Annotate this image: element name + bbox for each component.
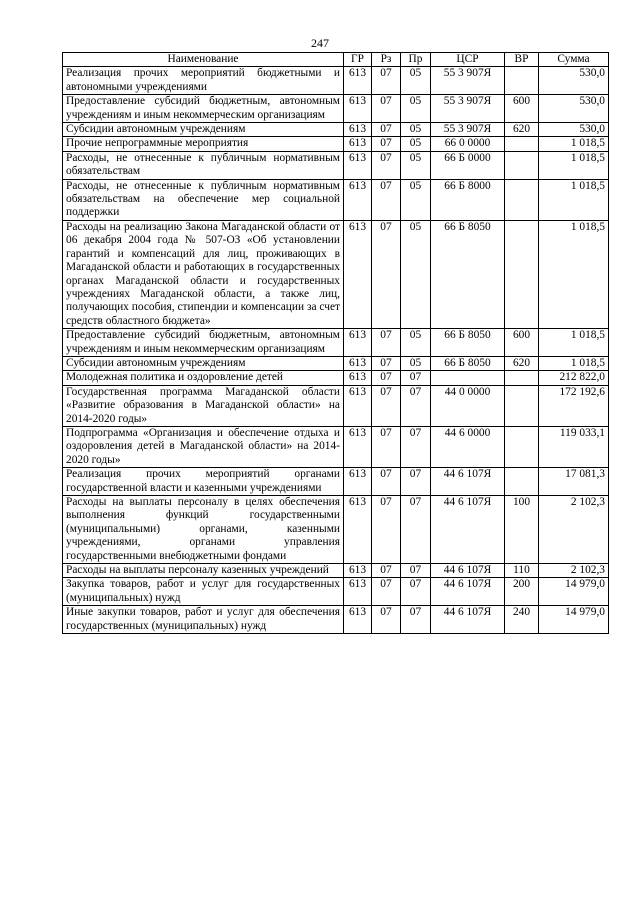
cell-pr: 05 <box>401 123 431 137</box>
cell-csr: 44 6 107Я <box>431 468 505 496</box>
cell-sum: 172 192,6 <box>539 385 609 426</box>
cell-name: Иные закупки товаров, работ и услуг для обеспечения государственных (муниципальных) нужд <box>63 606 344 634</box>
cell-vr: 100 <box>505 496 539 564</box>
cell-pr: 07 <box>401 468 431 496</box>
cell-sum: 119 033,1 <box>539 426 609 467</box>
cell-vr <box>505 179 539 220</box>
cell-vr: 600 <box>505 329 539 357</box>
cell-csr: 55 3 907Я <box>431 123 505 137</box>
cell-pr: 05 <box>401 137 431 151</box>
cell-name: Реализация прочих мероприятий бюджетными и автономными учреждениями <box>63 67 344 95</box>
cell-pr: 05 <box>401 329 431 357</box>
cell-csr: 44 6 107Я <box>431 496 505 564</box>
cell-name: Государственная программа Магаданской области «Развитие образования в Магаданской области» на 2014-2020 годы» <box>63 385 344 426</box>
cell-pr: 05 <box>401 356 431 370</box>
cell-name: Реализация прочих мероприятий органами государственной власти и казенными учреждениями <box>63 468 344 496</box>
cell-csr: 44 6 0000 <box>431 426 505 467</box>
cell-csr: 66 Б 8050 <box>431 329 505 357</box>
table-row <box>63 426 609 467</box>
cell-pr: 07 <box>401 426 431 467</box>
cell-rz: 07 <box>372 220 401 328</box>
cell-csr: 66 Б 0000 <box>431 151 505 179</box>
header-pr: Пр <box>401 53 431 67</box>
cell-csr: 66 0 0000 <box>431 137 505 151</box>
cell-sum: 1 018,5 <box>539 179 609 220</box>
cell-csr: 44 6 107Я <box>431 578 505 606</box>
table-row <box>63 151 609 179</box>
cell-gr: 613 <box>344 385 372 426</box>
cell-vr <box>505 151 539 179</box>
cell-pr: 07 <box>401 606 431 634</box>
table-row <box>63 179 609 220</box>
cell-vr <box>505 371 539 385</box>
cell-rz: 07 <box>372 123 401 137</box>
cell-pr: 07 <box>401 496 431 564</box>
cell-sum: 1 018,5 <box>539 137 609 151</box>
cell-vr <box>505 385 539 426</box>
table-row <box>63 468 609 496</box>
cell-name: Субсидии автономным учреждениям <box>63 356 344 370</box>
cell-vr: 620 <box>505 123 539 137</box>
cell-csr: 55 3 907Я <box>431 95 505 123</box>
cell-gr: 613 <box>344 151 372 179</box>
cell-pr: 05 <box>401 67 431 95</box>
table-row <box>63 606 609 634</box>
cell-pr: 07 <box>401 564 431 578</box>
cell-gr: 613 <box>344 95 372 123</box>
cell-name: Расходы на реализацию Закона Магаданской области от 06 декабря 2004 года № 507-ОЗ «Об установлении гарантий и компенсаций для лиц, проживающих в Магаданской области и работающих в государственных органах Магаданской области и государственных учреждениях Магаданской области, а также лиц, получающих пособия, стипендии и компенсации за счет средств областного бюджета» <box>63 220 344 328</box>
cell-rz: 07 <box>372 564 401 578</box>
header-row <box>63 53 609 67</box>
cell-rz: 07 <box>372 179 401 220</box>
cell-gr: 613 <box>344 564 372 578</box>
table-row <box>63 329 609 357</box>
cell-sum: 14 979,0 <box>539 578 609 606</box>
table-row <box>63 123 609 137</box>
cell-gr: 613 <box>344 468 372 496</box>
cell-rz: 07 <box>372 385 401 426</box>
cell-sum: 1 018,5 <box>539 220 609 328</box>
cell-sum: 1 018,5 <box>539 329 609 357</box>
cell-rz: 07 <box>372 67 401 95</box>
cell-vr: 600 <box>505 95 539 123</box>
table-row <box>63 371 609 385</box>
cell-rz: 07 <box>372 496 401 564</box>
cell-sum: 1 018,5 <box>539 356 609 370</box>
table-row <box>63 95 609 123</box>
cell-name: Расходы на выплаты персоналу казенных учреждений <box>63 564 344 578</box>
cell-gr: 613 <box>344 123 372 137</box>
cell-name: Субсидии автономным учреждениям <box>63 123 344 137</box>
cell-pr: 07 <box>401 385 431 426</box>
table-row <box>63 564 609 578</box>
cell-gr: 613 <box>344 179 372 220</box>
cell-csr: 66 Б 8050 <box>431 356 505 370</box>
cell-vr <box>505 67 539 95</box>
cell-pr: 05 <box>401 179 431 220</box>
cell-sum: 17 081,3 <box>539 468 609 496</box>
cell-rz: 07 <box>372 606 401 634</box>
cell-sum: 2 102,3 <box>539 496 609 564</box>
cell-csr: 55 3 907Я <box>431 67 505 95</box>
cell-csr: 66 Б 8050 <box>431 220 505 328</box>
cell-csr: 44 6 107Я <box>431 564 505 578</box>
table-body <box>63 67 609 634</box>
cell-rz: 07 <box>372 151 401 179</box>
cell-sum: 2 102,3 <box>539 564 609 578</box>
cell-gr: 613 <box>344 329 372 357</box>
cell-vr <box>505 468 539 496</box>
cell-sum: 530,0 <box>539 123 609 137</box>
cell-sum: 212 822,0 <box>539 371 609 385</box>
cell-pr: 07 <box>401 578 431 606</box>
cell-rz: 07 <box>372 356 401 370</box>
cell-name: Подпрограмма «Организация и обеспечение отдыха и оздоровления детей в Магаданской области» на 2014-2020 годы» <box>63 426 344 467</box>
cell-sum: 530,0 <box>539 95 609 123</box>
table-row <box>63 385 609 426</box>
cell-vr: 240 <box>505 606 539 634</box>
table-row <box>63 496 609 564</box>
cell-vr: 620 <box>505 356 539 370</box>
cell-rz: 07 <box>372 95 401 123</box>
cell-gr: 613 <box>344 371 372 385</box>
cell-name: Предоставление субсидий бюджетным, автономным учреждениям и иным некоммерческим организациям <box>63 329 344 357</box>
cell-rz: 07 <box>372 137 401 151</box>
cell-sum: 530,0 <box>539 67 609 95</box>
cell-gr: 613 <box>344 67 372 95</box>
table-row <box>63 137 609 151</box>
cell-vr <box>505 426 539 467</box>
cell-name: Закупка товаров, работ и услуг для государственных (муниципальных) нужд <box>63 578 344 606</box>
cell-gr: 613 <box>344 606 372 634</box>
budget-table <box>62 52 609 634</box>
cell-pr: 07 <box>401 371 431 385</box>
cell-csr <box>431 371 505 385</box>
cell-pr: 05 <box>401 220 431 328</box>
cell-vr <box>505 220 539 328</box>
cell-csr: 44 0 0000 <box>431 385 505 426</box>
cell-csr: 66 Б 8000 <box>431 179 505 220</box>
cell-sum: 14 979,0 <box>539 606 609 634</box>
table-row <box>63 67 609 95</box>
cell-rz: 07 <box>372 578 401 606</box>
cell-vr <box>505 137 539 151</box>
cell-vr: 200 <box>505 578 539 606</box>
header-sum: Сумма <box>539 53 609 67</box>
table-row <box>63 578 609 606</box>
header-name: Наименование <box>63 53 344 67</box>
cell-rz: 07 <box>372 426 401 467</box>
header-csr: ЦСР <box>431 53 505 67</box>
cell-name: Расходы, не отнесенные к публичным нормативным обязательствам на обеспечение мер социальной поддержки <box>63 179 344 220</box>
cell-gr: 613 <box>344 137 372 151</box>
cell-vr: 110 <box>505 564 539 578</box>
cell-rz: 07 <box>372 468 401 496</box>
cell-sum: 1 018,5 <box>539 151 609 179</box>
cell-gr: 613 <box>344 356 372 370</box>
cell-name: Расходы, не отнесенные к публичным нормативным обязательствам <box>63 151 344 179</box>
cell-pr: 05 <box>401 151 431 179</box>
header-vr: ВР <box>505 53 539 67</box>
cell-rz: 07 <box>372 371 401 385</box>
cell-gr: 613 <box>344 496 372 564</box>
cell-gr: 613 <box>344 426 372 467</box>
cell-csr: 44 6 107Я <box>431 606 505 634</box>
cell-gr: 613 <box>344 578 372 606</box>
cell-gr: 613 <box>344 220 372 328</box>
cell-pr: 05 <box>401 95 431 123</box>
cell-rz: 07 <box>372 329 401 357</box>
page-number: 247 <box>311 36 329 50</box>
cell-name: Прочие непрограммные мероприятия <box>63 137 344 151</box>
cell-name: Предоставление субсидий бюджетным, автономным учреждениям и иным некоммерческим организациям <box>63 95 344 123</box>
table-row <box>63 356 609 370</box>
cell-name: Молодежная политика и оздоровление детей <box>63 371 344 385</box>
header-rz: Рз <box>372 53 401 67</box>
cell-name: Расходы на выплаты персоналу в целях обеспечения выполнения функций государственными (муниципальными) органами, казенными учреждениями, органами управления государственными внебюджетными фондами <box>63 496 344 564</box>
table-row <box>63 220 609 328</box>
header-gr: ГР <box>344 53 372 67</box>
